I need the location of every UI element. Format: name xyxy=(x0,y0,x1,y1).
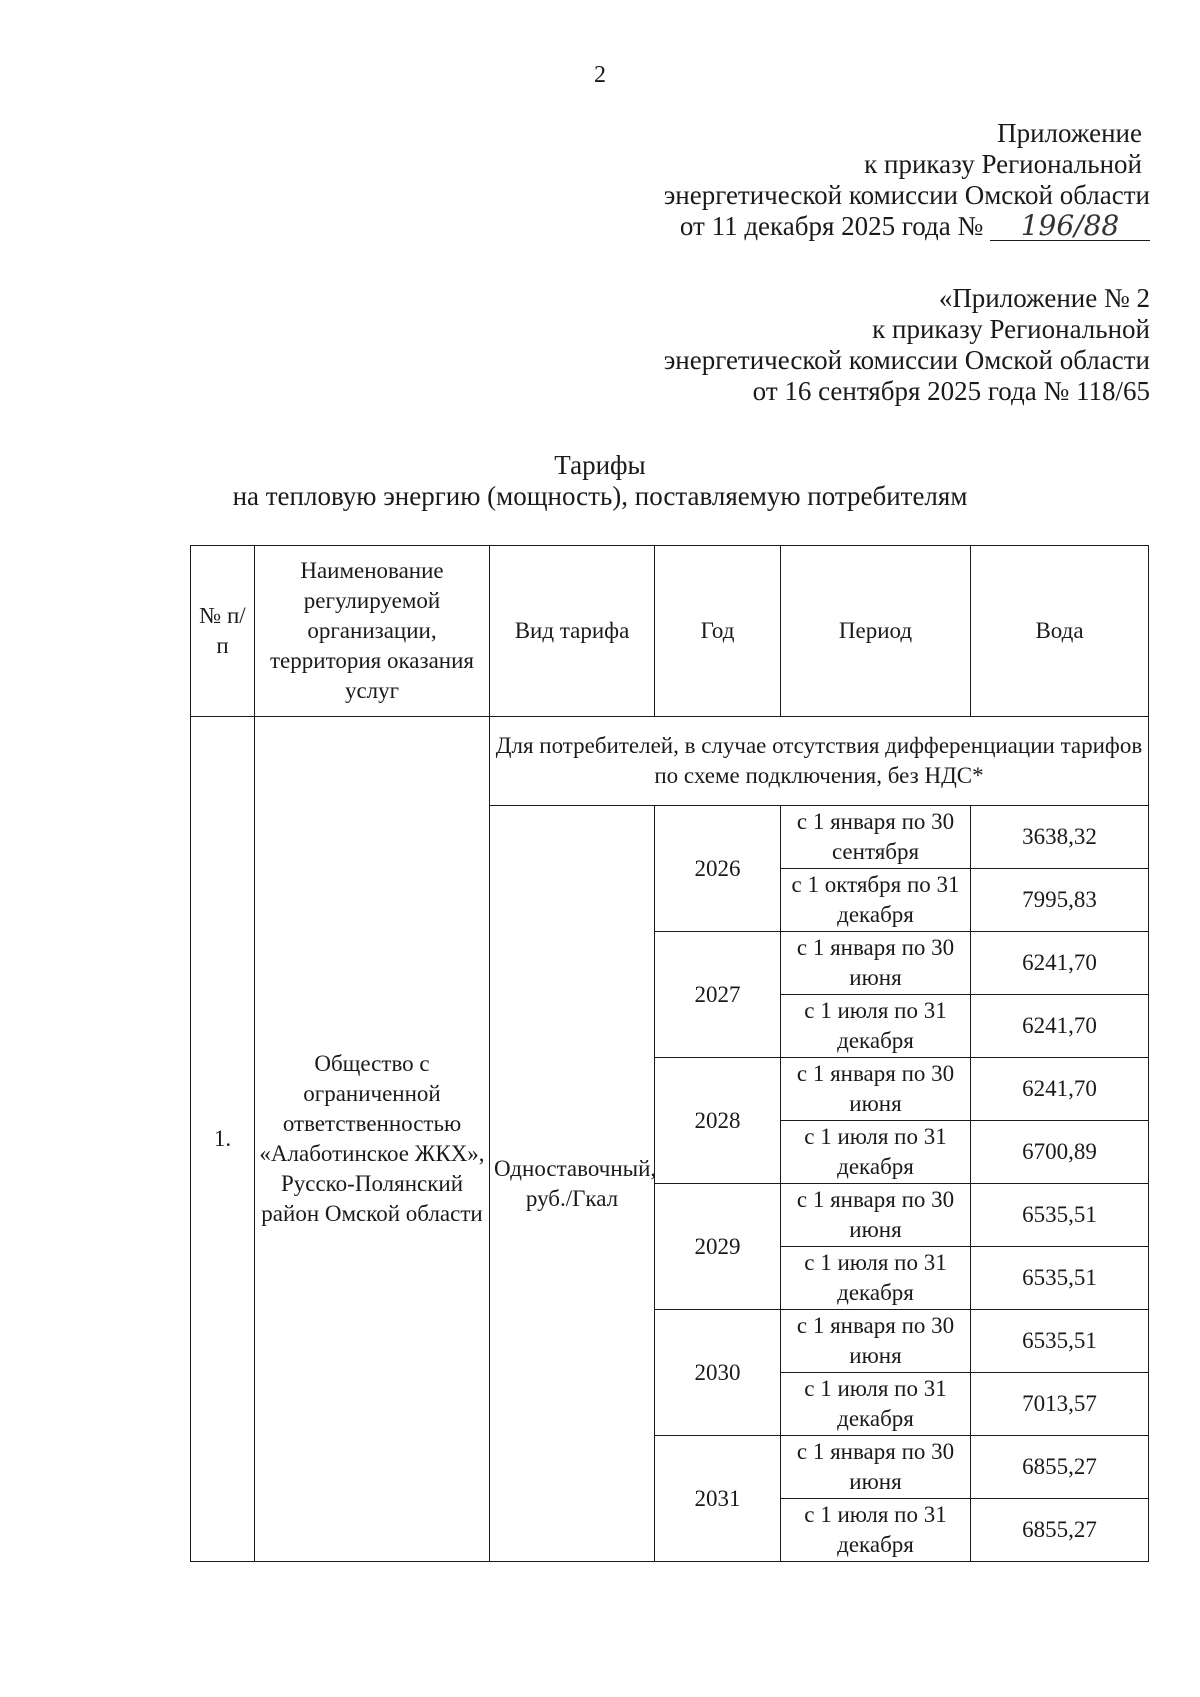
title-line-2: на тепловую энергию (мощность), поставляемую потребителям xyxy=(232,481,968,511)
period-cell: с 1 января по 30 июня xyxy=(781,932,971,995)
appendix-line-2: к приказу Региональной xyxy=(864,149,1142,179)
year-cell: 2027 xyxy=(655,932,781,1058)
document-title xyxy=(0,450,1200,512)
header-num: № п/п xyxy=(191,546,255,717)
water-value: 6535,51 xyxy=(971,1247,1149,1310)
order-date: от 11 декабря 2025 года № xyxy=(679,211,984,241)
water-value: 6700,89 xyxy=(971,1121,1149,1184)
appendix-line-1: Приложение xyxy=(997,118,1142,148)
period-cell: с 1 января по 30 июня xyxy=(781,1058,971,1121)
organization-name: Общество с ограниченной ответственностью «Алаботинское ЖКХ», Русско-Полянский район Омской области xyxy=(255,717,490,1562)
appendix-line-4 xyxy=(664,211,1150,242)
year-cell: 2031 xyxy=(655,1436,781,1562)
year-cell: 2028 xyxy=(655,1058,781,1184)
header-year: Год xyxy=(655,546,781,717)
water-value: 6855,27 xyxy=(971,1436,1149,1499)
row-number: 1. xyxy=(191,717,255,1562)
water-value: 6855,27 xyxy=(971,1499,1149,1562)
year-cell: 2026 xyxy=(655,806,781,932)
appendix-2-line-3: энергетической комиссии Омской области xyxy=(663,345,1150,375)
period-cell: с 1 июля по 31 декабря xyxy=(781,1121,971,1184)
appendix-header xyxy=(664,118,1150,242)
appendix-2-line-4: от 16 сентября 2025 года № 118/65 xyxy=(752,376,1150,406)
title-line-1: Тарифы xyxy=(554,450,646,480)
period-cell: с 1 января по 30 июня xyxy=(781,1436,971,1499)
header-org: Наименование регулируемой организации, территория оказания услуг xyxy=(255,546,490,717)
table-header-row xyxy=(191,546,1149,717)
period-cell: с 1 октября по 31 декабря xyxy=(781,869,971,932)
water-value: 6535,51 xyxy=(971,1310,1149,1373)
water-value: 6535,51 xyxy=(971,1184,1149,1247)
consumer-note: Для потребителей, в случае отсутствия дифференциации тарифов по схеме подключения, без НДС* xyxy=(490,717,1149,806)
period-cell: с 1 июля по 31 декабря xyxy=(781,1247,971,1310)
page-number: 2 xyxy=(594,62,606,88)
year-cell: 2029 xyxy=(655,1184,781,1310)
period-cell: с 1 января по 30 июня xyxy=(781,1184,971,1247)
water-value: 3638,32 xyxy=(971,806,1149,869)
water-value: 6241,70 xyxy=(971,932,1149,995)
period-cell: с 1 июля по 31 декабря xyxy=(781,995,971,1058)
water-value: 6241,70 xyxy=(971,1058,1149,1121)
period-cell: с 1 июля по 31 декабря xyxy=(781,1499,971,1562)
water-value: 7013,57 xyxy=(971,1373,1149,1436)
appendix-2-line-1: «Приложение № 2 xyxy=(938,283,1150,313)
tariff-kind: Одноставочный, руб./Гкал xyxy=(490,806,655,1562)
water-value: 7995,83 xyxy=(971,869,1149,932)
header-kind: Вид тарифа xyxy=(490,546,655,717)
header-water: Вода xyxy=(971,546,1149,717)
period-cell: с 1 июля по 31 декабря xyxy=(781,1373,971,1436)
appendix-line-3: энергетической комиссии Омской области xyxy=(663,180,1150,210)
order-number-handwritten: 196/88 xyxy=(990,212,1150,241)
header-period: Период xyxy=(781,546,971,717)
water-value: 6241,70 xyxy=(971,995,1149,1058)
period-cell: с 1 января по 30 сентября xyxy=(781,806,971,869)
appendix-2-line-2: к приказу Региональной xyxy=(872,314,1150,344)
year-cell: 2030 xyxy=(655,1310,781,1436)
period-cell: с 1 января по 30 июня xyxy=(781,1310,971,1373)
appendix-2-header xyxy=(664,283,1150,407)
table-row xyxy=(191,717,1149,806)
tariff-table xyxy=(190,545,1149,1562)
